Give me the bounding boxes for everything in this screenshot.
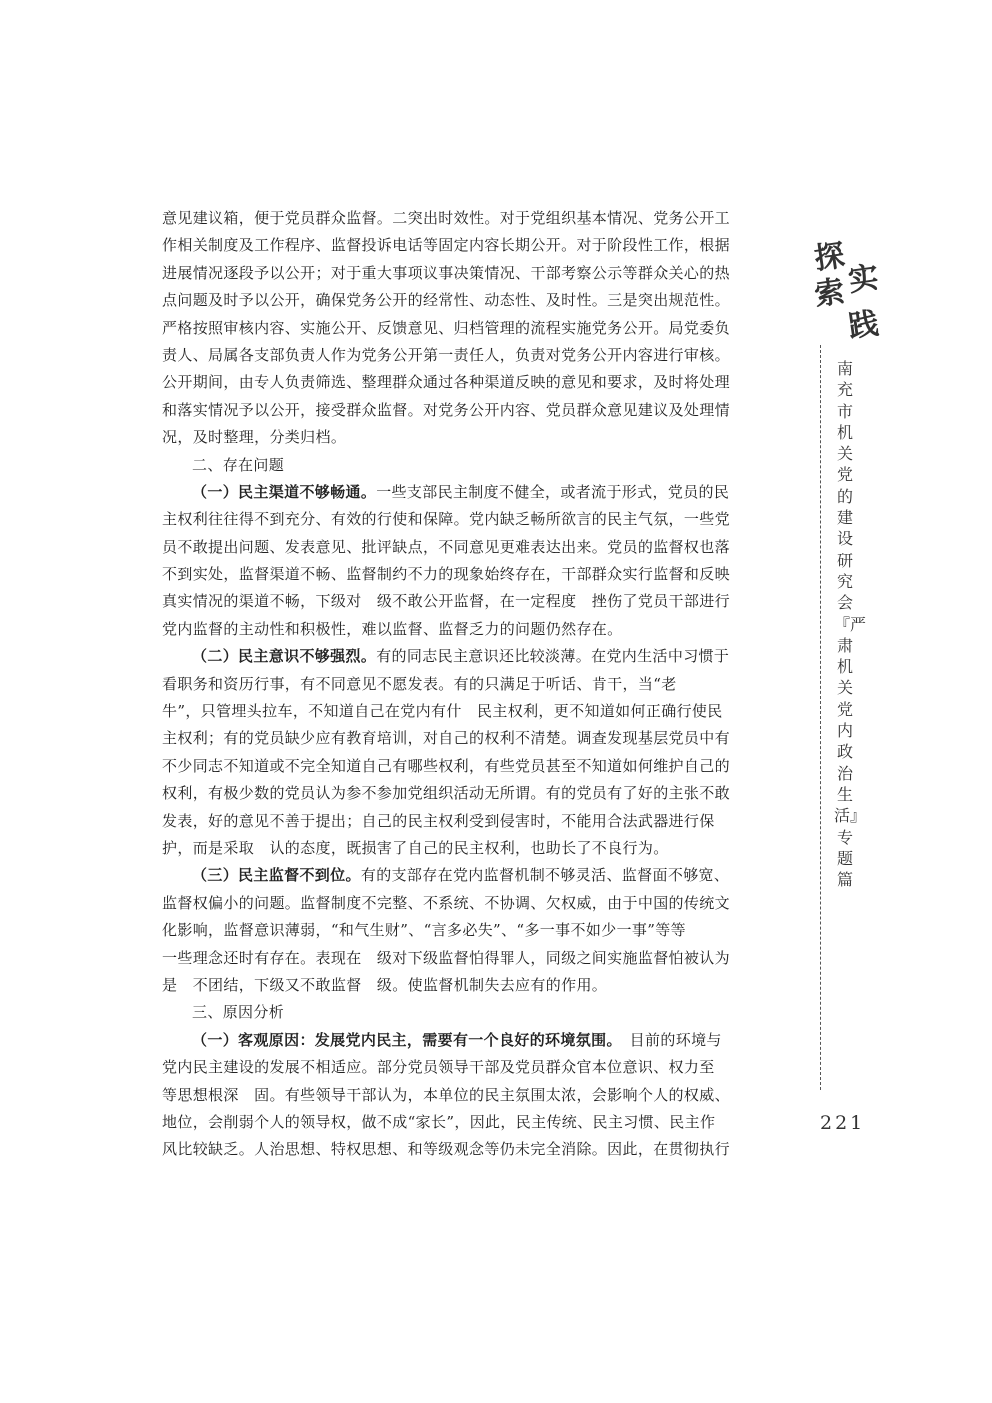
text-line: 不到实处，监督渠道不畅、监督制约不力的现象始终存在，干部群众实行监督和反映 <box>162 565 730 584</box>
text-line: 等思想根深 固。有些领导干部认为，本单位的民主氛围太浓，会影响个人的权威、 <box>162 1085 730 1104</box>
brand-char: 探 <box>812 238 847 277</box>
brand-char: 践 <box>846 306 881 345</box>
text-line: 化影响，监督意识薄弱，“和气生财”、“言多必失”、“多一事不如少一事”等等 <box>162 921 686 940</box>
text-line: 监督权偏小的问题。监督制度不完整、不系统、不协调、欠权威，由于中国的传统文 <box>162 893 730 912</box>
subheading: （一）客观原因：发展党内民主，需要有一个良好的环境氛围。 <box>192 1030 615 1049</box>
paragraph-first-line <box>162 643 790 670</box>
text-line: 作相关制度及工作程序、监督投诉电话等固定内容长期公开。对于阶段性工作，根据 <box>162 236 730 255</box>
brand-calligraphy <box>812 232 882 345</box>
subheading: （一）民主渠道不够畅通。 <box>192 482 377 501</box>
subheading: （三）民主监督不到位。 <box>192 866 361 885</box>
body-text <box>162 205 790 1164</box>
text-run: 目前的环境与 <box>614 1030 722 1049</box>
text-line: 党内民主建设的发展不相适应。部分党员领导干部及党员群众官本位意识、权力至 <box>162 1058 715 1077</box>
text-line: 看职务和资历行事，有不同意见不愿发表。有的只满足于听话、肯干，当“老 <box>162 674 677 693</box>
text-line: 护，而是采取 认的态度，既损害了自己的民主权利，也助长了不良行为。 <box>162 838 669 857</box>
text-line: 地位，会削弱个人的领导权，做不成“家长”，因此，民主传统、民主习惯、民主作 <box>162 1112 716 1131</box>
series-title: 南充市机关党的建设研究会『严肃机关党内政治生活』专题篇 <box>834 359 867 890</box>
text-line: 严格按照审核内容、实施公开、反馈意见、归档管理的流程实施党务公开。局党委负 <box>162 318 730 337</box>
text-line: 不少同志不知道或不完全知道自己有哪些权利，有些党员甚至不知道如何维护自己的 <box>162 756 730 775</box>
subheading: （二）民主意识不够强烈。 <box>192 647 377 666</box>
text-line: 一些理念还时有存在。表现在 级对下级监督怕得罪人，同级之间实施监督怕被认为 <box>162 948 730 967</box>
brand-char: 实 <box>846 260 881 299</box>
text-line: 牛”，只管埋头拉车，不知道自己在党内有什 民主权利，更不知道如何正确行使民 <box>162 702 723 721</box>
text-line: 点问题及时予以公开，确保党务公开的经常性、动态性、及时性。三是突出规范性。 <box>162 291 730 310</box>
text-line: 主权利；有的党员缺少应有教育培训，对自己的权利不清楚。调查发现基层党员中有 <box>162 729 730 748</box>
text-line: 责人、局属各支部负责人作为党务公开第一责任人，负责对党务公开内容进行审核。 <box>162 345 730 364</box>
text-run: 有的支部存在党内监督机制不够灵活、监督面不够宽、 <box>360 866 730 885</box>
section-heading: 三、原因分析 <box>192 1003 285 1022</box>
text-run: 一些支部民主制度不健全，或者流于形式，党员的民 <box>376 482 730 501</box>
brand-char: 索 <box>812 274 847 313</box>
text-line: 风比较缺乏。人治思想、特权思想、和等级观念等仍未完全消除。因此，在贯彻执行 <box>162 1140 730 1159</box>
text-line: 公开期间，由专人负责筛选、整理群众通过各种渠道反映的意见和要求，及时将处理 <box>162 373 730 392</box>
text-run: 有的同志民主意识还比较淡薄。在党内生活中习惯于 <box>376 647 730 666</box>
paragraph-first-line <box>162 479 790 506</box>
text-line: 进展情况逐段予以公开；对于重大事项议事决策情况、干部考察公示等群众关心的热 <box>162 263 730 282</box>
text-line: 真实情况的渠道不畅，下级对 级不敢公开监督，在一定程度 挫伤了党员干部进行 <box>162 592 730 611</box>
text-line: 和落实情况予以公开，接受群众监督。对党务公开内容、党员群众意见建议及处理情 <box>162 400 730 419</box>
text-line: 意见建议箱，便于党员群众监督。二突出时效性。对于党组织基本情况、党务公开工 <box>162 209 730 227</box>
paragraph-first-line <box>162 1027 790 1054</box>
page-number: 221 <box>820 1112 866 1134</box>
text-line: 是 不团结，下级又不敢监督 级。使监督机制失去应有的作用。 <box>162 975 608 994</box>
text-line: 况，及时整理，分类归档。 <box>162 428 347 447</box>
text-line: 主权利往往得不到充分、有效的行使和保障。党内缺乏畅所欲言的民主气氛，一些党 <box>162 510 730 529</box>
margin-divider <box>820 345 821 1090</box>
paragraph-first-line <box>162 862 790 889</box>
text-line: 员不敢提出问题、发表意见、批评缺点，不同意见更难表达出来。党员的监督权也落 <box>162 537 730 556</box>
section-heading: 二、存在问题 <box>192 455 285 474</box>
text-line: 党内监督的主动性和积极性，难以监督、监督乏力的问题仍然存在。 <box>162 619 623 638</box>
text-line: 权利，有极少数的党员认为参不参加党组织活动无所谓。有的党员有了好的主张不敢 <box>162 784 730 803</box>
text-line: 发表，好的意见不善于提出；自己的民主权利受到侵害时，不能用合法武器进行保 <box>162 811 715 830</box>
